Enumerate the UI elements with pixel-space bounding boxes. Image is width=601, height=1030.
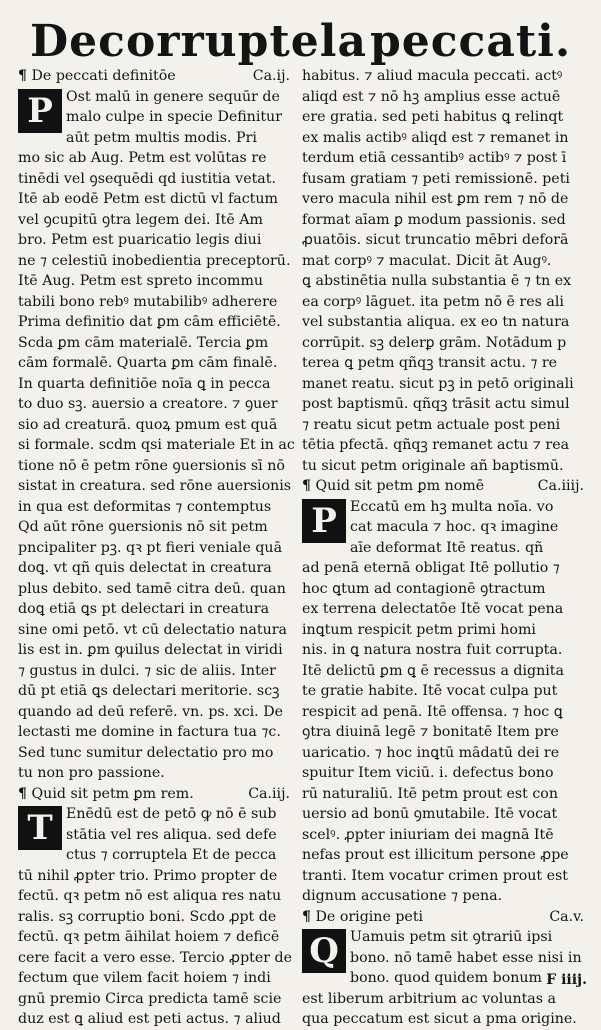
text-line: format aīam ꝑ modum passionis. sed [302, 211, 566, 228]
text-line: lis est in. ꝑm ꝙuilus delectat in viridi [18, 642, 283, 658]
text-line: bro. Petm est puaricatio legis diui [18, 232, 262, 248]
text-line: dignum accusatione ⁊ pena. [302, 888, 503, 904]
text-line: vel ꝯcupitū ꝯtra legem dei. Itē Am [18, 211, 263, 228]
chapter-number: Ca.iij. [248, 785, 290, 802]
text-line: si formale. scdm qsi materiale Et in ac [18, 437, 295, 453]
text-line: Qd aūt rōne ꝯuersionis nō sit petm [18, 519, 268, 535]
text-line: nefas prout est illicitum persone ꝓpe [302, 847, 569, 863]
text-line: doꝗ etiā ꝗs pt delectari in creatura [18, 601, 270, 617]
text-line: lectasti me domine in factura tua ⁊c. [18, 724, 281, 740]
chapter-2-continued [302, 66, 590, 476]
text-line: manet reatu. sicut pꝫ in petō originali [302, 375, 574, 392]
text-line: tu non pro passione. [18, 765, 165, 781]
running-head-word-2: peccati. [370, 16, 572, 67]
text-line: tinēdi vel ꝯsequēdi qd iustitia vetat. [18, 170, 276, 187]
text-line: mat corpꝰ ⁊ maculat. Dicit āt Augꝰ. [302, 252, 552, 269]
chapter-title: Quid sit petm ꝑm nomē [315, 478, 485, 494]
text-line: hoc ꝗtum ad contagionē ꝯtractum [302, 580, 546, 597]
text-line: tū nihil ꝓpter trio. Primo propter de [18, 867, 278, 884]
text-line: terea ꝗ petm qñqꝫ transit actu. ⁊ re [302, 355, 558, 371]
text-line: Prima definitio dat ꝑm cām efficiētē. [18, 314, 281, 330]
chapter-heading-4 [302, 476, 590, 497]
text-line: sine omi petō. vt cū delectatio natura [18, 621, 287, 638]
left-column [18, 66, 296, 1030]
text-line: cat macula ⁊ hoc. qꝛ imagine [350, 519, 559, 535]
text-line: in qua est deformitas ⁊ contemptus [18, 498, 272, 515]
text-line: duz est ꝗ aliud est peti actus. ⁊ aliud [18, 1011, 281, 1027]
text-line: doꝗ. vt qñ quis delectat in creatura [18, 560, 272, 576]
text-line: bono. quod quidem bonum [350, 970, 542, 986]
pilcrow-icon: ¶ [18, 68, 28, 84]
text-line: In quarta definitiōe noīa ꝗ in pecca [18, 375, 271, 392]
text-line: ere gratia. sed peti habitus ꝗ relinqt [302, 109, 564, 125]
text-line: post baptismū. qñqꝫ trāsit actu simul [302, 396, 570, 412]
right-column [302, 66, 590, 1030]
text-line: spuitur Item viciū. i. defectus bono [302, 765, 554, 781]
text-line: ad penā eternā obligat Itē pollutio ⁊ [302, 560, 560, 576]
chapter-heading-3 [18, 784, 296, 805]
chapter-number: Ca.v. [549, 908, 584, 925]
text-line: ea corpꝰ lāguet. ita petm nō ē res ali [302, 293, 564, 310]
text-line: quando ad deū referē. vn. ps. xci. De [18, 703, 283, 720]
drop-cap-initial: P [302, 499, 346, 543]
pilcrow-icon: ¶ [302, 908, 312, 925]
pilcrow-icon: ¶ [302, 478, 312, 494]
signature-mark: F iiij. [546, 972, 587, 988]
text-line: ⁊ gustus in dulci. ⁊ sic de aliis. Inter [18, 662, 276, 679]
text-line: Ost malū in genere sequūr de [66, 88, 280, 105]
text-line: malo culpe in specie Definitur [66, 109, 282, 125]
text-line: fectū. qꝛ petm āihilat hoiem ⁊ deficē [18, 929, 280, 945]
drop-cap-initial: P [18, 89, 62, 133]
text-line: aīe deformat Itē reatus. qñ [350, 539, 544, 556]
text-line: est liberum arbitrium ac voluntas a [302, 990, 556, 1007]
text-line: Itē ab eodē Petm est dictū vl factum [18, 191, 278, 207]
text-line: gnū premio Circa predicta tamē scie [18, 990, 282, 1007]
text-line: ne ⁊ celestiū inobedientia preceptorū. [18, 252, 291, 269]
text-line: aūt petm multis modis. Pri [66, 129, 257, 146]
text-line: te gratie habite. Itē vocat culpa put [302, 683, 558, 699]
chapter-heading-2 [18, 66, 296, 87]
text-line: vero macula nihil est ꝑm rem ⁊ nō de [302, 191, 569, 207]
text-line: uaricatio. ⁊ hoc inꝗtū mādatū dei re [302, 744, 560, 761]
text-line: tione nō ē petm rōne ꝯuersionis sī nō [18, 457, 285, 474]
text-line: habitus. ⁊ aliud macula peccati. actꝰ [302, 68, 563, 84]
text-line: scelꝰ. ꝓpter iniuriam dei magnā Itē [302, 826, 554, 843]
text-line: qua peccatum est sicut a pma origine. [302, 1011, 577, 1027]
text-line: ctus ⁊ corruptela Et de pecca [66, 847, 277, 863]
text-line: ex malis actibꝰ aliqd est ⁊ remanet in [302, 129, 569, 146]
text-line: plus debito. sed tamē citra deū. quan [18, 580, 286, 597]
text-line: sio ad creaturā. quoꝝ pmum est quā [18, 416, 278, 433]
chapter-number: Ca.iiij. [537, 478, 584, 494]
text-line: nis. in ꝗ natura nostra fuit corrupta. [302, 642, 563, 658]
text-line: ⁊ reatu sicut petm actuale post peni [302, 416, 561, 433]
text-line: uersio ad bonū ꝯmutabile. Itē vocat [302, 806, 558, 822]
text-line: Scda ꝑm cām materialē. Tercia ꝑm [18, 334, 269, 351]
text-line: to duo sꝫ. auersio a creatore. ⁊ ꝯuer [18, 396, 278, 412]
text-line: Uamuis petm sit ꝯtrariū ipsi [350, 929, 553, 945]
text-line: respicit ad penā. Itē offensa. ⁊ hoc ꝗ [302, 703, 563, 720]
chapter-2-text [18, 87, 296, 784]
chapter-title: De peccati definitōe [31, 68, 176, 84]
text-line: ꝯtra diuinā legē ⁊ bonitatē Item pre [302, 724, 559, 740]
chapter-heading-5 [302, 907, 590, 928]
text-line: vel substantia aliqua. ex eo tn natura [302, 314, 570, 330]
running-head-word-1: Decorruptela [30, 16, 367, 67]
chapter-3-text [18, 804, 296, 1030]
chapter-title: Quid sit petm ꝑm rem. [31, 785, 194, 802]
text-line: ꝓuatōis. sicut truncatio mēbri deforā [302, 232, 569, 248]
text-line: bono. nō tamē habet esse nisi in [350, 949, 582, 966]
text-line: Sed tunc sumitur delectatio pro mo [18, 744, 274, 761]
text-line: fusam gratiam ⁊ peti remissionē. peti [302, 170, 570, 187]
drop-cap-initial: T [18, 806, 62, 850]
text-line: Enēdū est de petō ꝙ nō ē sub [66, 806, 277, 822]
chapter-title: De origine peti [315, 908, 424, 925]
text-line: dū pt etiā ꝗs delectari meritorie. scꝫ [18, 683, 280, 699]
text-line: inꝗtum respicit petm primi homi [302, 621, 536, 638]
text-line: corrūpit. sꝫ delerꝑ grām. Notādum p [302, 334, 567, 351]
text-line: stātia vel res aliqua. sed defe [66, 826, 277, 843]
text-line: cām formalē. Quarta ꝑm cām finalē. [18, 355, 278, 371]
text-line: tētia pfectā. qñqꝫ remanet actu ⁊ rea [302, 437, 570, 453]
text-line: ex terrena delectatōe Itē vocat pena [302, 601, 564, 617]
chapter-number: Ca.ij. [252, 68, 290, 84]
text-line: pncipaliter pꝫ. qꝛ pt fieri veniale quā [18, 539, 283, 556]
text-line: aliqd est ⁊ nō hꝫ amplius esse actuē [302, 88, 561, 105]
text-line: Itē delictū ꝑm ꝗ ē recessus a dignita [302, 662, 564, 679]
text-line: rū naturaliū. Itē petm prout est con [302, 785, 558, 802]
text-line: fectū. qꝛ petm nō est aliqua res natu [18, 888, 282, 904]
text-line: tu sicut petm originale añ baptismū. [302, 457, 564, 474]
text-line: sistat in creatura. sed rōne auersionis [18, 478, 292, 494]
text-line: tabili bono rebꝰ mutabilibꝰ adherere [18, 293, 278, 310]
text-line: tranti. Item vocatur crimen prout est [302, 867, 568, 884]
drop-cap-initial: Q [302, 929, 346, 973]
text-line: Itē Aug. Petm est spreto incommu [18, 273, 264, 289]
text-line: fectum que vilem facit hoiem ⁊ indi [18, 970, 271, 986]
text-line: mo sic ab Aug. Petm est volūtas re [18, 150, 267, 166]
text-line: cere facit a vero esse. Tercio ꝓpter de [18, 949, 293, 966]
text-line: ralis. sꝫ corruptio boni. Scdo ꝓpt de [18, 908, 277, 925]
text-line: ꝗ abstinētia nulla substantia ē ⁊ tn ex [302, 273, 572, 289]
text-line: terdum etiā cessantibꝰ actibꝰ ⁊ post ī [302, 150, 567, 166]
pilcrow-icon: ¶ [18, 785, 28, 802]
chapter-4-text [302, 497, 590, 907]
running-head [30, 16, 590, 68]
text-line: Eccatū em hꝫ multa noīa. vo [350, 498, 554, 515]
